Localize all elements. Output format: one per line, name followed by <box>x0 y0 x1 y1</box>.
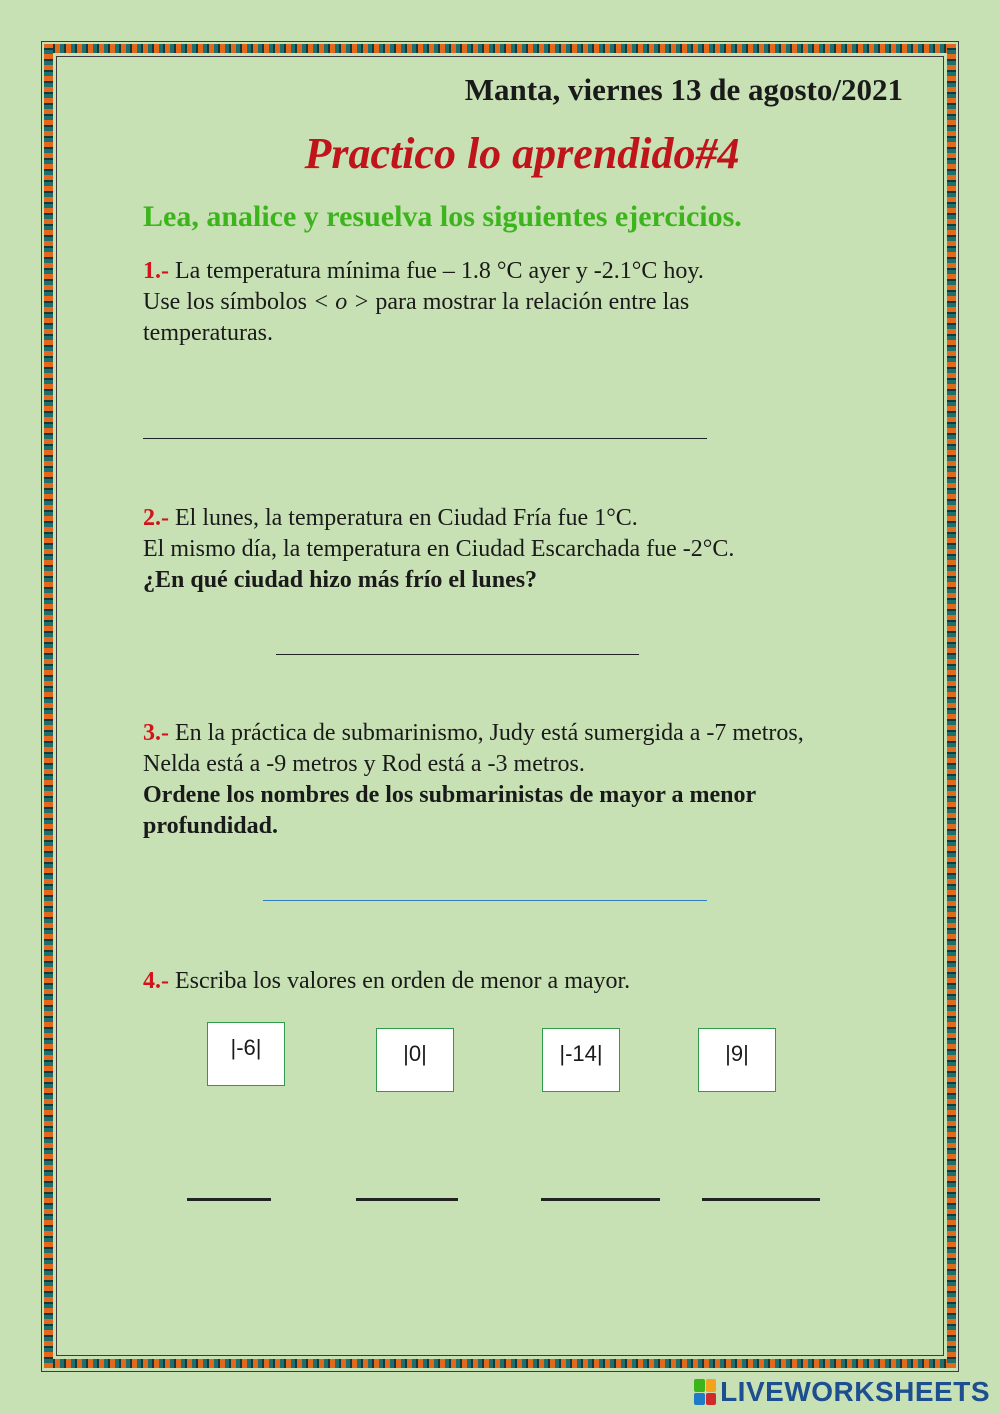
liveworksheets-logo-icon <box>694 1379 716 1405</box>
question-3-number: 3.- <box>143 720 169 746</box>
question-3-question-1: Ordene los nombres de los submarinistas de mayor a menor <box>143 782 757 808</box>
page-title: Practico lo aprendido#4 <box>304 129 740 178</box>
question-4-text: Escriba los valores en orden de menor a mayor. <box>169 968 631 994</box>
value-box: |0| <box>376 1028 454 1092</box>
question-2-line1: El lunes, la temperatura en Ciudad Fría fue 1°C. <box>169 505 638 531</box>
question-2-question: ¿En qué ciudad hizo más frío el lunes? <box>143 567 538 593</box>
question-2-number: 2.- <box>143 505 169 531</box>
liveworksheets-logo-text: LIVEWORKSHEETS <box>720 1376 990 1407</box>
question-4-number: 4.- <box>143 968 169 994</box>
liveworksheets-logo <box>694 1376 990 1408</box>
question-2-line2: El mismo día, la temperatura en Ciudad Escarchada fue -2°C. <box>143 536 735 562</box>
question-1-symbols: < o > <box>313 289 370 315</box>
value-box: |-14| <box>542 1028 620 1092</box>
question-1-number: 1.- <box>143 258 169 284</box>
answer-line-2[interactable] <box>276 654 639 655</box>
answer-line-3[interactable] <box>263 900 707 901</box>
question-3-line1: En la práctica de submarinismo, Judy está sumergida a -7 metros, <box>169 720 804 746</box>
question-1 <box>143 256 903 349</box>
inner-frame <box>56 56 944 1356</box>
question-1-line3: temperaturas. <box>143 320 273 346</box>
answer-blank-1[interactable] <box>187 1198 271 1201</box>
answer-line-1[interactable] <box>143 438 707 439</box>
question-3-question-2: profundidad. <box>143 813 278 839</box>
question-1-line2a: Use los símbolos <box>143 289 314 315</box>
question-4 <box>143 966 903 997</box>
date-heading: Manta, viernes 13 de agosto/2021 <box>464 72 903 107</box>
question-1-line1: La temperatura mínima fue – 1.8 °C ayer y -2.1°C hoy. <box>169 258 704 284</box>
decorative-border-right <box>947 44 956 1368</box>
question-1-line2b: para mostrar la relación entre las <box>369 289 690 315</box>
answer-blank-4[interactable] <box>702 1198 820 1201</box>
instructions: Lea, analice y resuelva los siguientes ejercicios. <box>143 200 742 233</box>
answer-blank-2[interactable] <box>356 1198 458 1201</box>
decorative-border-bottom <box>44 1359 956 1368</box>
question-3-line2: Nelda está a -9 metros y Rod está a -3 metros. <box>143 751 585 777</box>
value-box: |9| <box>698 1028 776 1092</box>
decorative-border-top <box>44 44 956 53</box>
value-box: |-6| <box>207 1022 285 1086</box>
question-3 <box>143 718 903 842</box>
question-2 <box>143 503 903 596</box>
answer-blank-3[interactable] <box>541 1198 660 1201</box>
decorative-border-left <box>44 44 53 1368</box>
